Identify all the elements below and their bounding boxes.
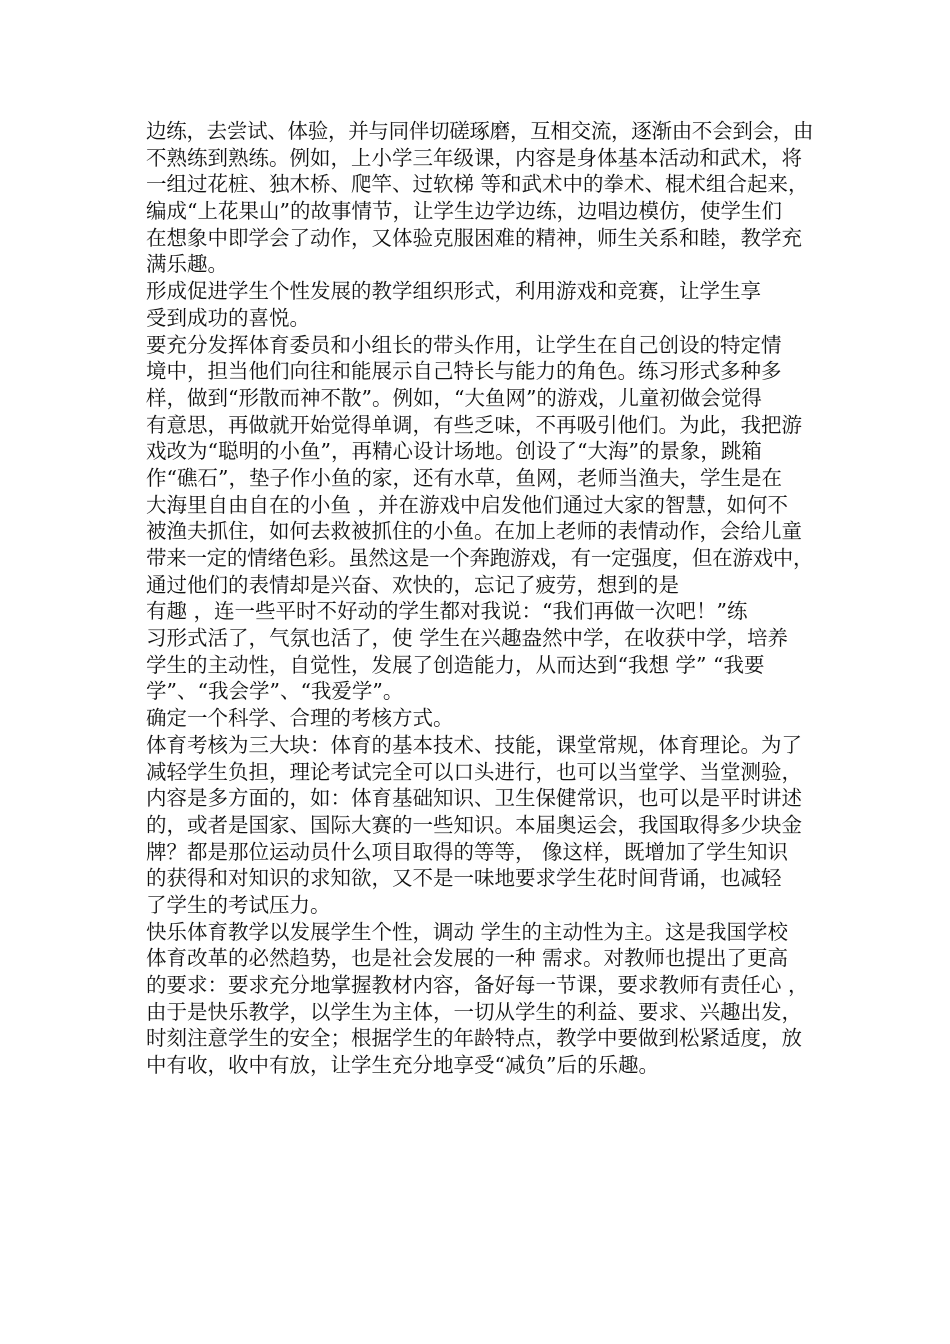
text-line: 有趣 ，连一些平时不好动的学生都对我说：“我们再做一次吧！”练 — [146, 599, 748, 624]
text-line: 通过他们的表情却是兴奋、欢快的，忘记了疲劳，想到的是 — [146, 572, 679, 597]
text-line: 满乐趣。 — [146, 252, 228, 277]
text-line: 被渔夫抓住，如何去救被抓住的小鱼。在加上老师的表情动作，会给儿童 — [146, 519, 802, 544]
text-line: 不熟练到熟练。例如，上小学三年级课，内容是身体基本活动和武术，将 — [146, 145, 802, 170]
text-line: 大海里自由自在的小鱼 ，并在游戏中启发他们通过大家的智慧，如何不 — [146, 492, 789, 517]
text-line: 要充分发挥体育委员和小组长的带头作用，让学生在自己创设的特定情 — [146, 332, 782, 357]
text-line: 由于是快乐教学，以学生为主体，一切从学生的利益、要求、兴趣出发， — [146, 999, 802, 1024]
text-line: 体育考核为三大块：体育的基本技术、技能，课堂常规，体育理论。为了 — [146, 732, 802, 757]
text-line: 习形式活了，气氛也活了，使 学生在兴趣盎然中学，在收获中学，培养 — [146, 626, 789, 651]
text-line: 体育改革的必然趋势，也是社会发展的一种 需求。对教师也提出了更高 — [146, 946, 789, 971]
text-line: 有意思，再做就开始觉得单调，有些乏味，不再吸引他们。为此，我把游 — [146, 412, 802, 437]
text-line: 中有收，收中有放，让学生充分地享受“减负”后的乐趣。 — [146, 1053, 659, 1078]
text-line: 编成“上花果山”的故事情节，让学生边学边练，边唱边模仿，使学生们 — [146, 199, 782, 224]
text-line: 在想象中即学会了动作，又体验克服困难的精神，师生关系和睦，教学充 — [146, 225, 802, 250]
text-line: 减轻学生负担，理论考试完全可以口头进行，也可以当堂学、当堂测验， — [146, 759, 802, 784]
text-line: 确定一个科学、合理的考核方式。 — [146, 706, 454, 731]
text-line: 作“礁石”，垫子作小鱼的家，还有水草，鱼网，老师当渔夫，学生是在 — [146, 465, 782, 490]
document-body-text — [146, 118, 814, 1079]
text-line: 戏改为“聪明的小鱼”，再精心设计场地。创设了“大海”的景象，跳箱 — [146, 439, 762, 464]
text-line: 形成促进学生个性发展的教学组织形式，利用游戏和竞赛，让学生享 — [146, 279, 761, 304]
text-line: 内容是多方面的，如：体育基础知识、卫生保健常识，也可以是平时讲述 — [146, 786, 802, 811]
text-line: 一组过花桩、独木桥、爬竿、过软梯 等和武术中的拳术、棍术组合起来， — [146, 172, 809, 197]
text-line: 样，做到“形散而神不散”。例如，“大鱼网”的游戏，儿童初做会觉得 — [146, 385, 762, 410]
text-line: 时刻注意学生的安全；根据学生的年龄特点，教学中要做到松紧适度，放 — [146, 1026, 802, 1051]
text-line: 牌？都是那位运动员什么项目取得的等等， 像这样，既增加了学生知识 — [146, 839, 789, 864]
text-line: 的要求：要求充分地掌握教材内容，备好每一节课，要求教师有责任心 ， — [146, 973, 809, 997]
text-line: 快乐体育教学以发展学生个性，调动 学生的主动性为主。这是我国学校 — [146, 919, 789, 944]
text-line: 学”、“我会学”、“我爱学”。 — [146, 679, 404, 704]
text-line: 的，或者是国家、国际大赛的一些知识。本届奥运会，我国取得多少块金 — [146, 812, 802, 837]
text-line: 边练，去尝试、体验，并与同伴切磋琢磨，互相交流，逐渐由不会到会，由 — [146, 119, 814, 143]
text-line: 受到成功的喜悦。 — [146, 305, 310, 330]
text-line: 境中，担当他们向往和能展示自己特长与能力的角色。练习形式多种多 — [146, 359, 782, 384]
text-line: 带来一定的情绪色彩。虽然这是一个奔跑游戏，有一定强度，但在游戏中， — [146, 546, 814, 570]
text-line: 了学生的考试压力。 — [146, 892, 331, 917]
text-line: 的获得和对知识的求知欲，又不是一味地要求学生花时间背诵，也减轻 — [146, 866, 782, 891]
text-line: 学生的主动性，自觉性，发展了创造能力，从而达到“我想 学” “我要 — [146, 652, 765, 677]
